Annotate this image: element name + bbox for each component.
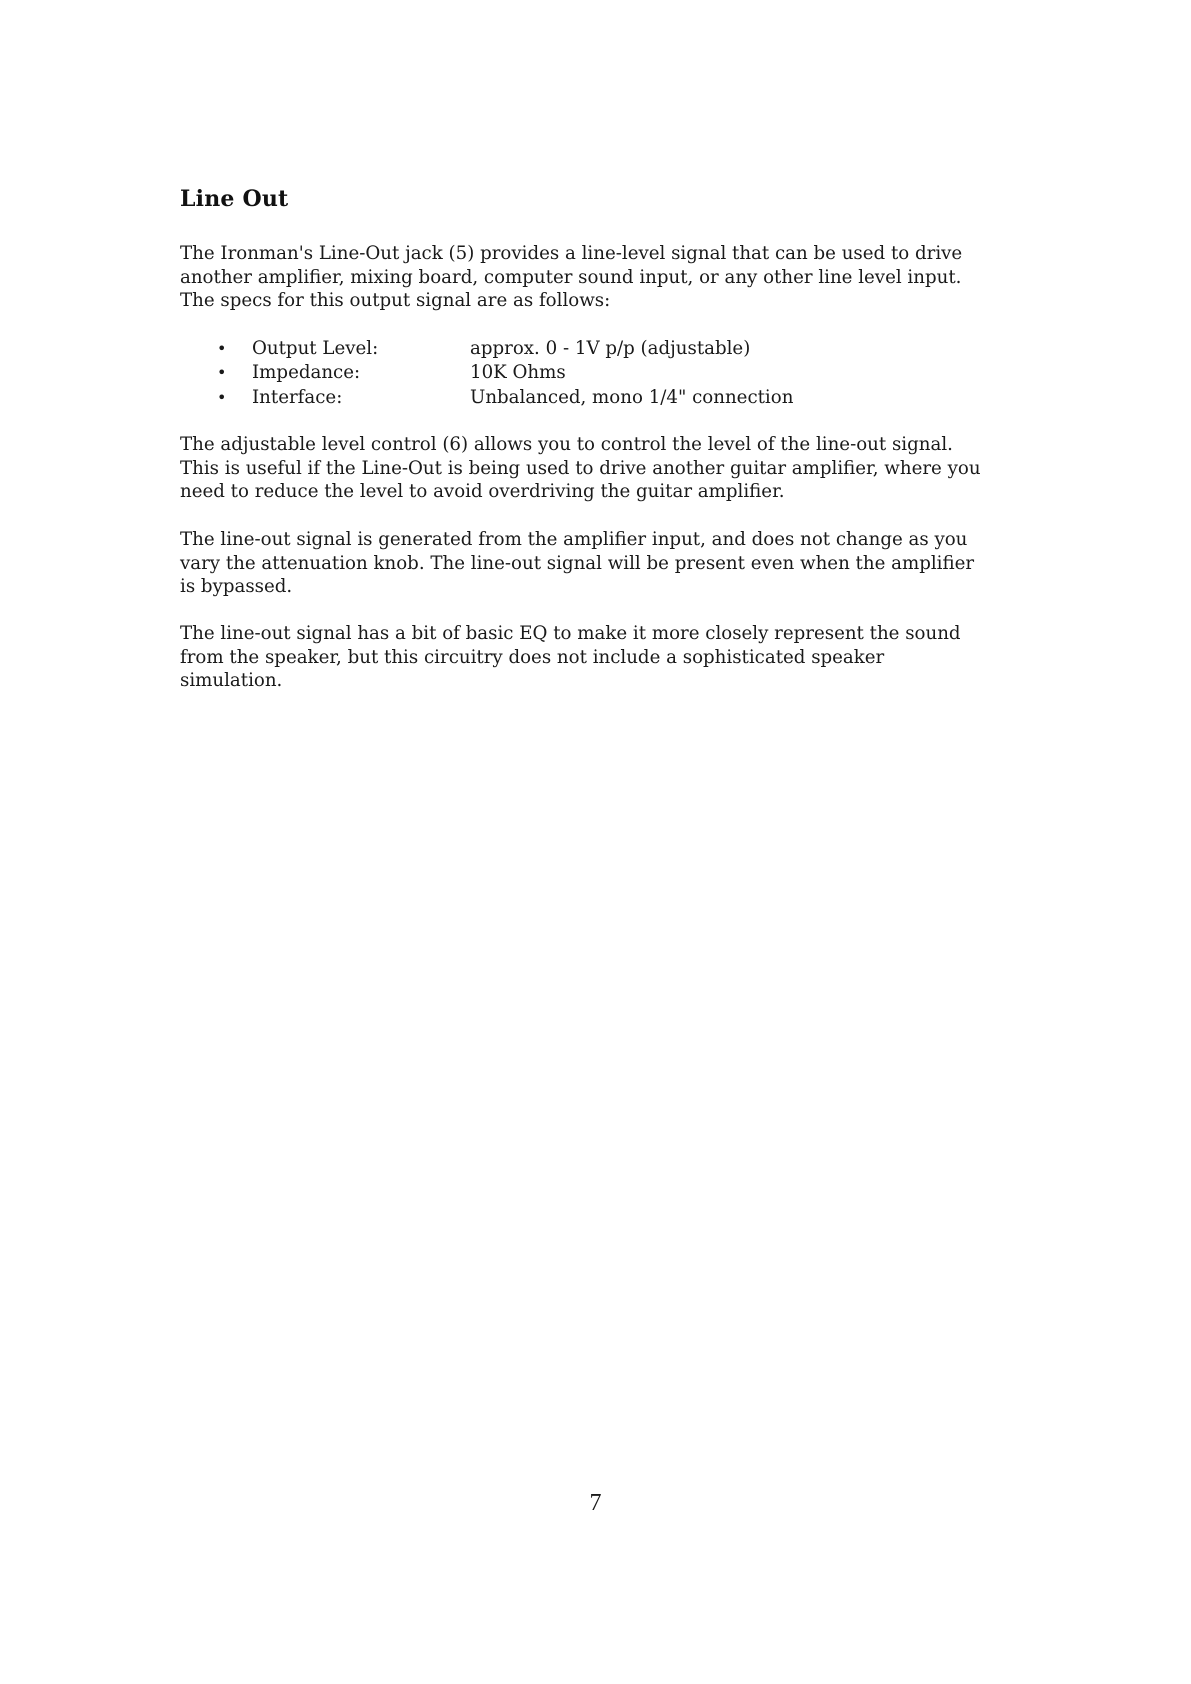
text-line: The Ironman's Line-Out jack (5) provides a line-level signal that can be used to drive	[180, 243, 963, 264]
text-line: is bypassed.	[180, 576, 293, 598]
eq-paragraph	[180, 622, 1060, 693]
text-line: The line-out signal has a bit of basic EQ to make it more closely represent the sound	[180, 623, 961, 644]
text-line: need to reduce the level to avoid overdriving the guitar amplifier.	[180, 481, 785, 503]
spec-item-interface	[180, 386, 1060, 410]
bullet-icon: •	[217, 363, 227, 383]
spec-label: Output Level:	[252, 338, 379, 359]
spec-item-output-level	[180, 337, 1060, 361]
bullet-icon: •	[217, 387, 227, 407]
text-line: The adjustable level control (6) allows you to control the level of the line-out signal.	[180, 434, 953, 455]
text-line: another amplifier, mixing board, computer sound input, or any other line level input.	[180, 266, 962, 288]
signal-source-paragraph	[180, 528, 1060, 599]
section-heading: Line Out	[180, 186, 289, 212]
spec-value: 10K Ohms	[470, 362, 566, 384]
text-line: This is useful if the Line-Out is being used to drive another guitar amplifier, where you	[180, 457, 981, 479]
spec-label: Interface:	[252, 386, 343, 408]
intro-paragraph	[180, 242, 1060, 313]
spec-value: approx. 0 - 1V p/p (adjustable)	[470, 338, 751, 359]
text-line: vary the attenuation knob. The line-out signal will be present even when the amplifier	[180, 552, 975, 574]
spec-label: Impedance:	[252, 362, 361, 384]
page-number: 7	[589, 1490, 602, 1516]
text-line: simulation.	[180, 670, 283, 692]
spec-value: Unbalanced, mono 1/4" connection	[470, 386, 794, 408]
bullet-icon: •	[217, 339, 227, 358]
spec-item-impedance	[180, 361, 1060, 385]
level-control-paragraph	[180, 433, 1060, 504]
spec-list	[180, 337, 1060, 410]
text-line: The line-out signal is generated from the amplifier input, and does not change as you	[180, 529, 968, 550]
text-line: from the speaker, but this circuitry does not include a sophisticated speaker	[180, 646, 885, 668]
text-line: The specs for this output signal are as follows:	[180, 290, 611, 312]
